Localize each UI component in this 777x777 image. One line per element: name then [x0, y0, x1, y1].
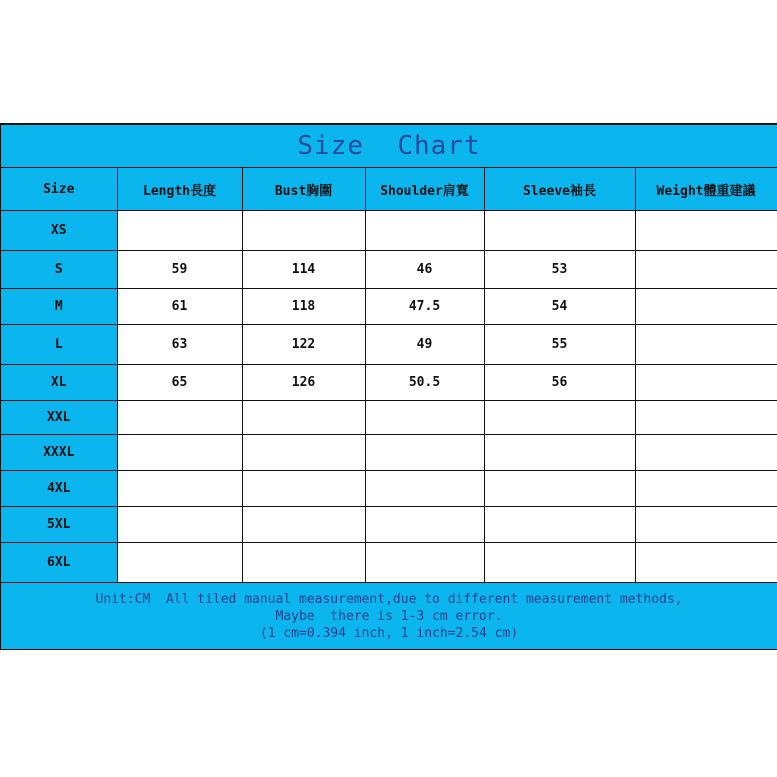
- table-cell: [635, 471, 777, 507]
- table-cell: [484, 435, 635, 471]
- table-cell: [242, 211, 365, 251]
- table-cell: [365, 435, 484, 471]
- table-cell: [242, 471, 365, 507]
- table-cell: [484, 507, 635, 543]
- table-cell: [117, 211, 242, 251]
- table-cell: [484, 211, 635, 251]
- size-label-cell: XS: [1, 211, 117, 251]
- size-table: [1, 168, 777, 583]
- size-label-cell: M: [1, 289, 117, 325]
- table-cell: [117, 401, 242, 435]
- table-row: [1, 543, 777, 583]
- table-cell: [484, 401, 635, 435]
- table-cell: 114: [242, 251, 365, 289]
- table-cell: [242, 401, 365, 435]
- table-cell: 63: [117, 325, 242, 365]
- table-row: [1, 289, 777, 325]
- table-cell: [635, 211, 777, 251]
- table-cell: [365, 211, 484, 251]
- size-label-cell: 5XL: [1, 507, 117, 543]
- table-cell: [635, 543, 777, 583]
- table-row: [1, 435, 777, 471]
- size-label-cell: XXL: [1, 401, 117, 435]
- table-cell: [635, 251, 777, 289]
- size-chart: [0, 123, 777, 650]
- header-size: Size: [1, 168, 117, 211]
- table-cell: [635, 365, 777, 401]
- table-cell: [635, 325, 777, 365]
- table-cell: 61: [117, 289, 242, 325]
- table-cell: [635, 435, 777, 471]
- table-cell: [365, 543, 484, 583]
- table-cell: [365, 401, 484, 435]
- table-cell: 56: [484, 365, 635, 401]
- note-line-1: Unit:CM All tiled manual measurement,due to different measurement methods,: [95, 591, 683, 607]
- table-cell: 50.5: [365, 365, 484, 401]
- note-line-2: Maybe there is 1-3 cm error.: [275, 608, 503, 624]
- table-cell: 46: [365, 251, 484, 289]
- table-cell: [117, 507, 242, 543]
- header-weight: Weight體重建議: [635, 168, 777, 211]
- table-row: [1, 365, 777, 401]
- table-cell: 122: [242, 325, 365, 365]
- measurement-note: [1, 583, 777, 649]
- table-cell: 54: [484, 289, 635, 325]
- table-row: [1, 471, 777, 507]
- table-cell: [635, 507, 777, 543]
- table-row: [1, 401, 777, 435]
- size-label-cell: L: [1, 325, 117, 365]
- size-label-cell: 4XL: [1, 471, 117, 507]
- header-length: Length長度: [117, 168, 242, 211]
- table-cell: [484, 543, 635, 583]
- note-line-3: (1 cm=0.394 inch, 1 inch=2.54 cm): [259, 625, 519, 641]
- table-cell: [635, 401, 777, 435]
- table-cell: [484, 471, 635, 507]
- size-label-cell: XL: [1, 365, 117, 401]
- table-cell: 55: [484, 325, 635, 365]
- table-cell: 53: [484, 251, 635, 289]
- chart-title: Size Chart: [1, 125, 777, 168]
- table-cell: 126: [242, 365, 365, 401]
- table-cell: 47.5: [365, 289, 484, 325]
- table-row: [1, 251, 777, 289]
- table-cell: [365, 507, 484, 543]
- header-sleeve: Sleeve袖長: [484, 168, 635, 211]
- size-label-cell: 6XL: [1, 543, 117, 583]
- table-cell: [635, 289, 777, 325]
- table-cell: [117, 543, 242, 583]
- table-row: [1, 211, 777, 251]
- table-cell: 49: [365, 325, 484, 365]
- table-cell: 65: [117, 365, 242, 401]
- table-cell: [117, 471, 242, 507]
- table-cell: [365, 471, 484, 507]
- header-shoulder: Shoulder肩寬: [365, 168, 484, 211]
- table-cell: [242, 543, 365, 583]
- table-row: [1, 325, 777, 365]
- table-cell: 118: [242, 289, 365, 325]
- table-cell: 59: [117, 251, 242, 289]
- header-bust: Bust胸圍: [242, 168, 365, 211]
- size-label-cell: XXXL: [1, 435, 117, 471]
- table-cell: [242, 507, 365, 543]
- table-row: [1, 507, 777, 543]
- table-cell: [117, 435, 242, 471]
- size-label-cell: S: [1, 251, 117, 289]
- table-cell: [242, 435, 365, 471]
- header-row: [1, 168, 777, 211]
